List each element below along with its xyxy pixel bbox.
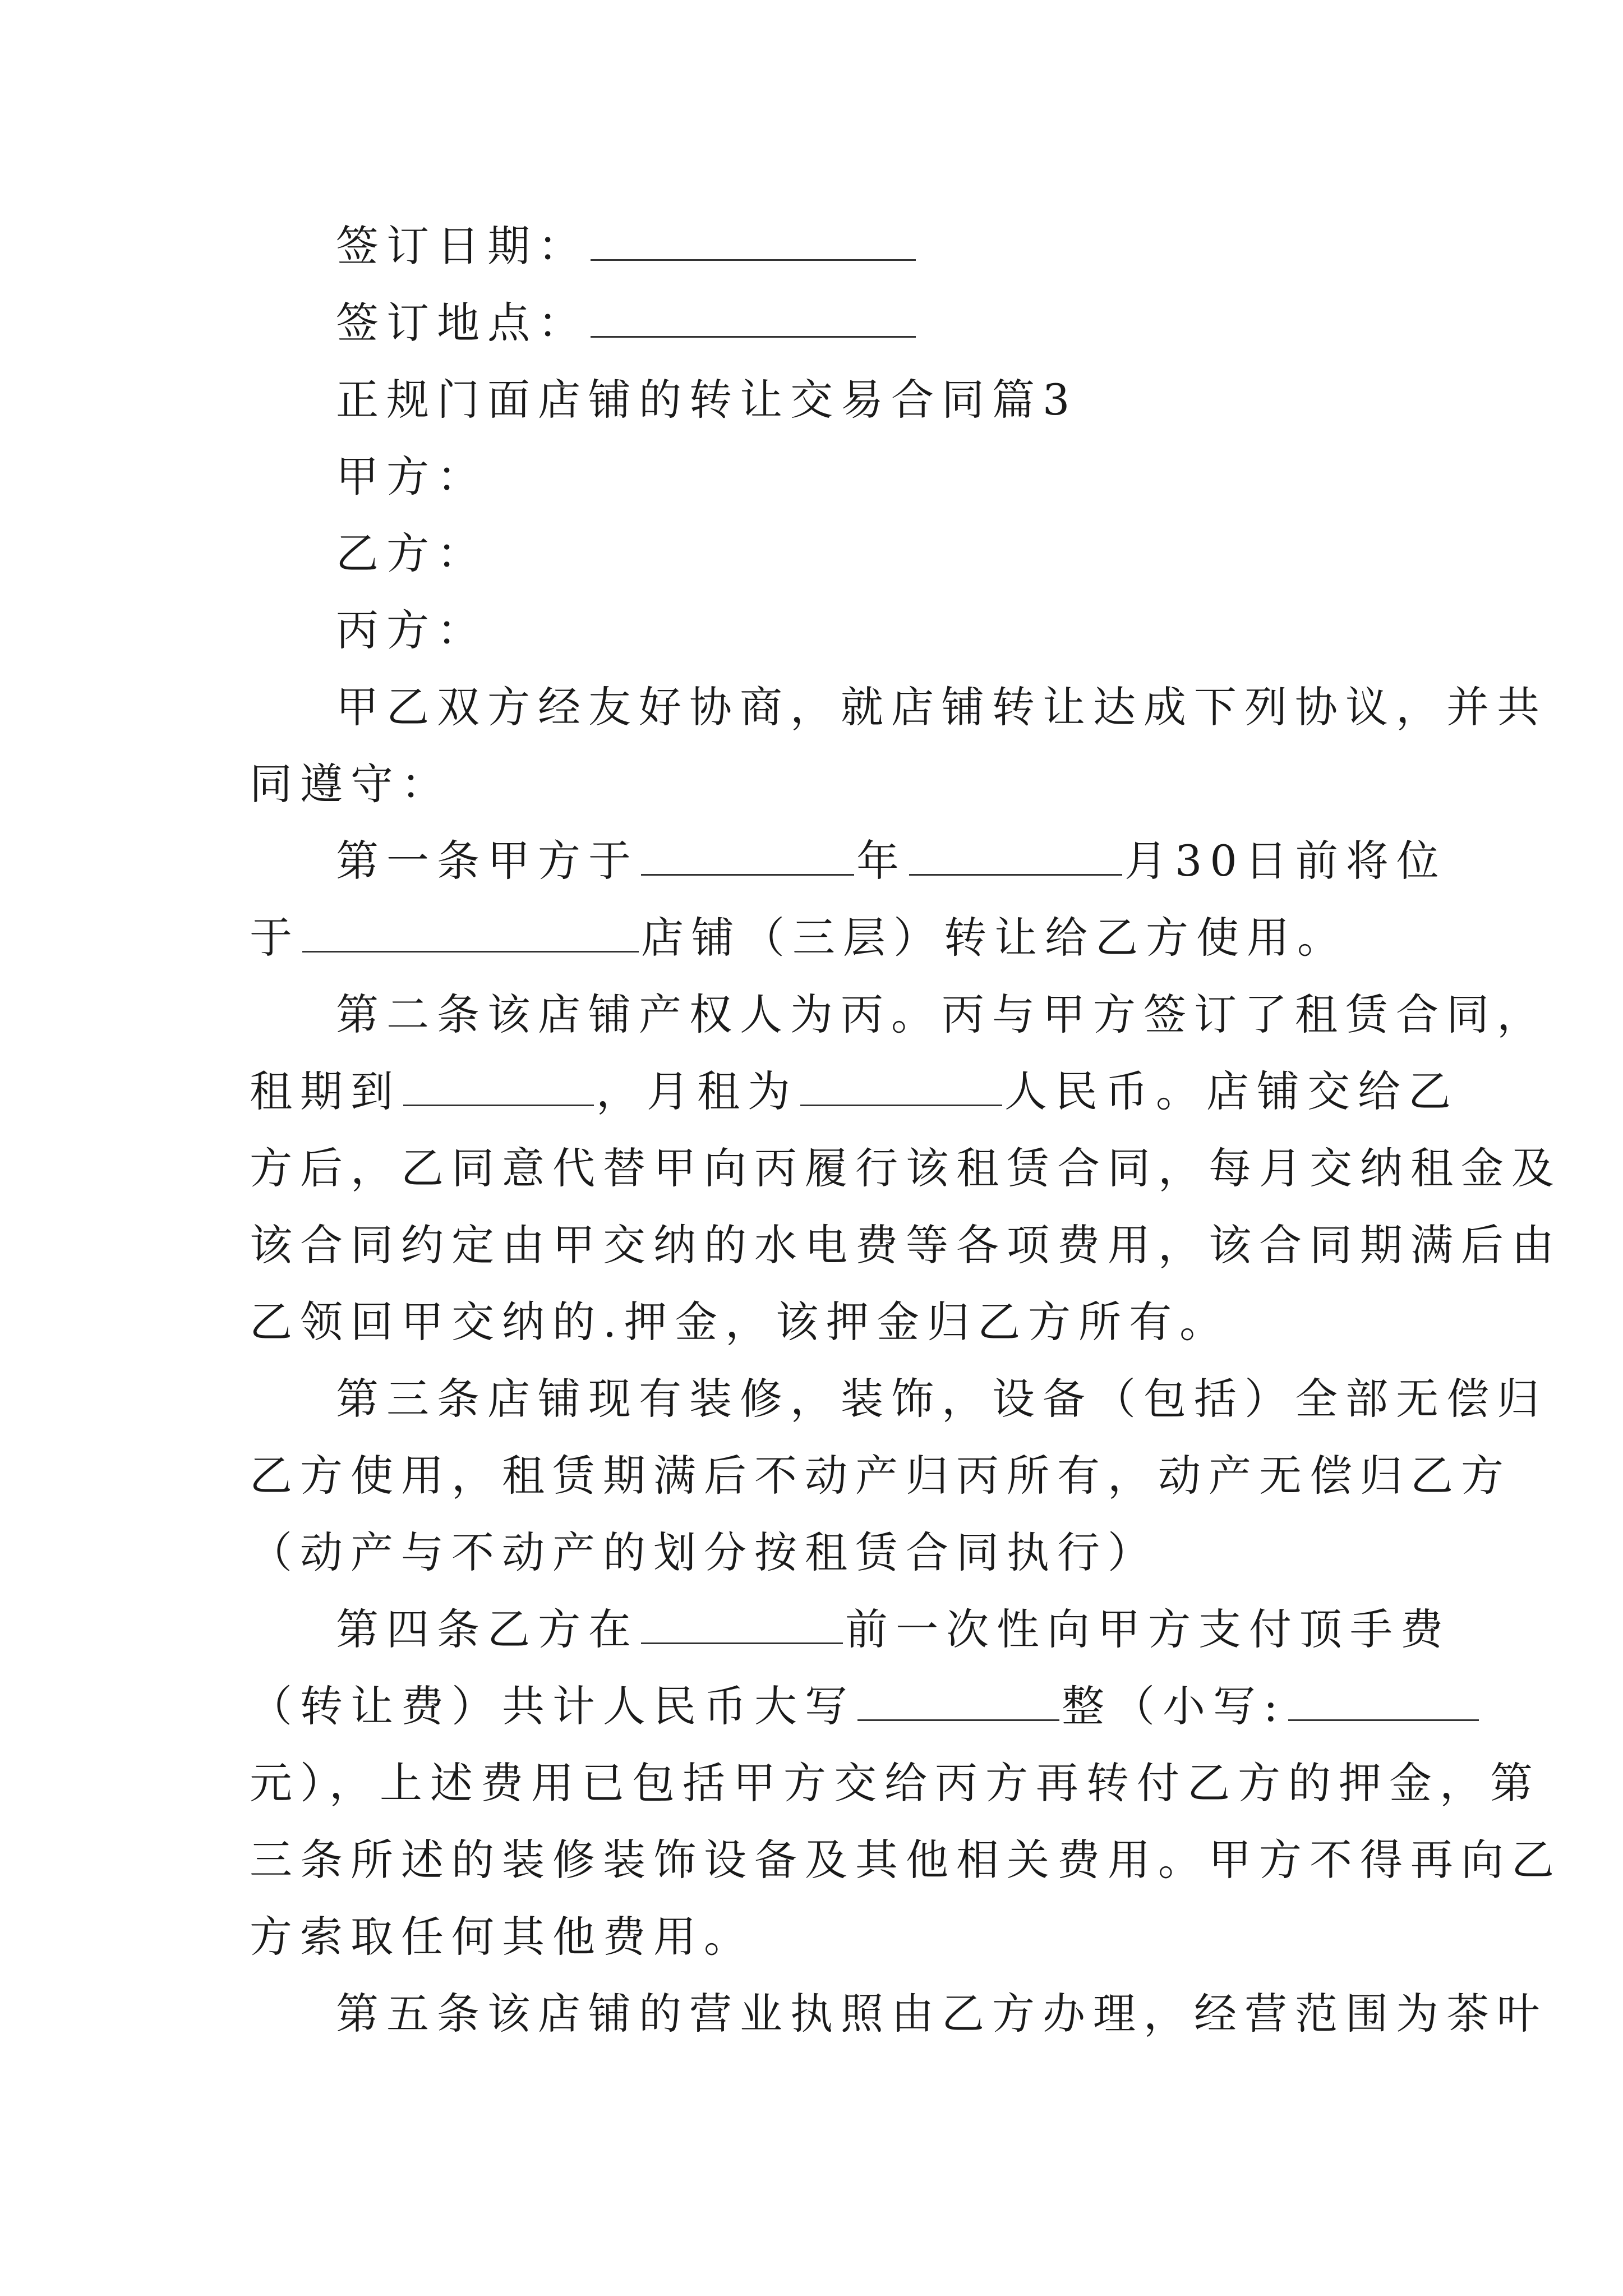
article-2-text-a: 租期到 (250, 1066, 401, 1116)
sign-date-label: 签订日期： (336, 221, 588, 271)
party-c: 丙方： (336, 605, 487, 655)
article-4-text-d: 整（小写: (1062, 1681, 1286, 1731)
article-4-line-1 (250, 1591, 1451, 1668)
sign-date-blank (591, 228, 916, 261)
monthly-rent-blank (800, 1073, 1002, 1106)
amount-figures-blank (1288, 1688, 1479, 1721)
article-4-text-a: 第四条乙方在 (336, 1604, 639, 1654)
sign-place-line (250, 284, 1374, 361)
document-body (250, 208, 1562, 2052)
article-3-line-1: 第三条店铺现有装修，装饰，设备（包括）全部无偿归 (336, 1374, 1547, 1424)
article-1-text-a: 第一条甲方于 (336, 836, 639, 886)
article-4-text-b: 前一次性向甲方支付顶手费 (845, 1604, 1451, 1654)
party-b: 乙方： (336, 528, 487, 578)
article-4-text-c: （转让费）共计人民币大写 (250, 1681, 855, 1731)
article-2-line-4: 该合同约定由甲交纳的水电费等各项费用，该合同期满后由 (250, 1220, 1562, 1270)
article-3-line-3: （动产与不动产的划分按租赁合同执行） (250, 1527, 1158, 1577)
article-1-text-c: 月30日前将位 (1124, 836, 1447, 886)
location-blank (302, 919, 639, 953)
article-1-text-d: 于 (250, 913, 300, 963)
payment-date-blank (641, 1611, 843, 1644)
article-2-text-b: ，月租为 (596, 1066, 798, 1116)
sign-place-label: 签订地点： (336, 298, 588, 348)
article-4-line-5: 方索取任何其他费用。 (250, 1912, 754, 1962)
amount-words-blank (857, 1688, 1059, 1721)
article-4-line-3: 元），上述费用已包括甲方交给丙方再转付乙方的押金，第 (250, 1758, 1541, 1808)
party-a: 甲方： (336, 452, 487, 501)
article-4-line-2 (250, 1668, 1374, 1745)
sign-date-line (250, 208, 1374, 284)
article-2-line-3: 方后，乙同意代替甲向丙履行该租赁合同，每月交纳租金及 (250, 1143, 1562, 1193)
article-1-text-b: 年 (856, 836, 907, 886)
contract-title: 正规门面店铺的转让交易合同篇3 (336, 375, 1078, 425)
sign-place-blank (591, 305, 916, 338)
article-2-line-2 (250, 1053, 1459, 1130)
lease-term-blank (403, 1073, 594, 1106)
article-2-line-5: 乙领回甲交纳的.押金，该押金归乙方所有。 (250, 1297, 1230, 1347)
article-1-line-1 (250, 822, 1447, 899)
month-blank (909, 843, 1122, 876)
intro-line-1: 甲乙双方经友好协商，就店铺转让达成下列协议，并共 (336, 682, 1547, 732)
article-2-text-c: 人民币。店铺交给乙 (1004, 1066, 1459, 1116)
article-1-text-e: 店铺（三层）转让给乙方使用。 (641, 913, 1348, 963)
article-5-line-1: 第五条该店铺的营业执照由乙方办理，经营范围为茶叶 (336, 1989, 1547, 2039)
year-blank (641, 843, 854, 876)
article-3-line-2: 乙方使用，租赁期满后不动产归丙所有，动产无偿归乙方 (250, 1451, 1511, 1501)
article-1-line-2 (250, 899, 1374, 976)
intro-line-2: 同遵守： (250, 759, 451, 809)
article-2-line-1: 第二条该店铺产权人为丙。丙与甲方签订了租赁合同， (336, 990, 1547, 1039)
article-4-line-4: 三条所述的装修装饰设备及其他相关费用。甲方不得再向乙 (250, 1835, 1562, 1885)
